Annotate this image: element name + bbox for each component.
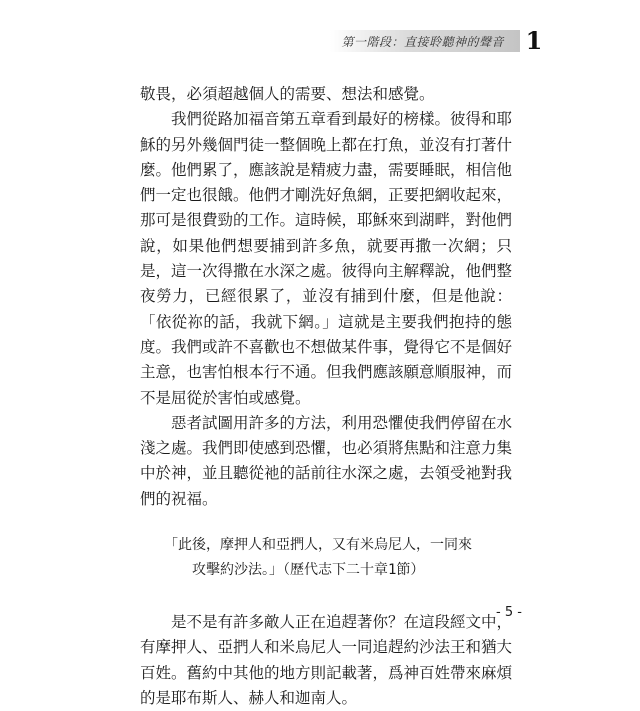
paragraph: 我們從路加福音第五章看到最好的榜樣。彼得和耶穌的另外幾個門徒一整個晚上都在打魚，並沒有打著什麼。他們累了，應該說是精疲力盡，需要睡眠，相信他們一定也很餓。他們才剛洗好魚網，正要把網收起來，那可是很費勁的工作。這時候，耶穌來到湖畔，對他們說，如果他們想要捕到許多魚，就要再撒一次網；只是，這一次得撒在水深之處。彼得向主解釋說，他們整夜勞力，已經很累了，並沒有捕到什麼，但是他說：「依從祢的話，我就下網。」這就是主要我們抱持的態度。我們或許不喜歡也不想做某件事，覺得它不是個好主意，也害怕根本行不通。但我們應該願意順服神，而不是屈從於害怕或感覺。 — [140, 110, 513, 407]
scripture-quote-line: 攻擊約沙法。」（歷代志下二十章1節） — [192, 562, 425, 579]
section-title: 第一階段：直接聆聽神的聲音 — [341, 35, 504, 49]
scripture-quote — [164, 533, 494, 583]
running-header — [330, 30, 520, 52]
paragraph: 是不是有許多敵人正在追趕著你？在這段經文中，有摩押人、亞捫人和米烏尼人一同追趕約沙法王和猶大百姓。舊約中其他的地方則記載著，爲神百姓帶來麻煩的是耶布斯人、赫人和迦南人。 — [140, 613, 513, 707]
page-body — [140, 82, 512, 711]
scripture-quote-line: 「此後，摩押人和亞捫人，又有米烏尼人，一同來 — [164, 537, 472, 554]
page-number: - 5 - — [496, 605, 522, 620]
paragraph: 敬畏，必須超越個人的需要、想法和感覺。 — [140, 85, 435, 103]
chapter-number: 1 — [525, 26, 543, 55]
paragraph: 惡者試圖用許多的方法，利用恐懼使我們停留在水淺之處。我們即使感到恐懼，也必須將焦點和注意力集中於神，並且聽從祂的話前往水深之處，去領受祂對我們的祝福。 — [140, 413, 513, 508]
